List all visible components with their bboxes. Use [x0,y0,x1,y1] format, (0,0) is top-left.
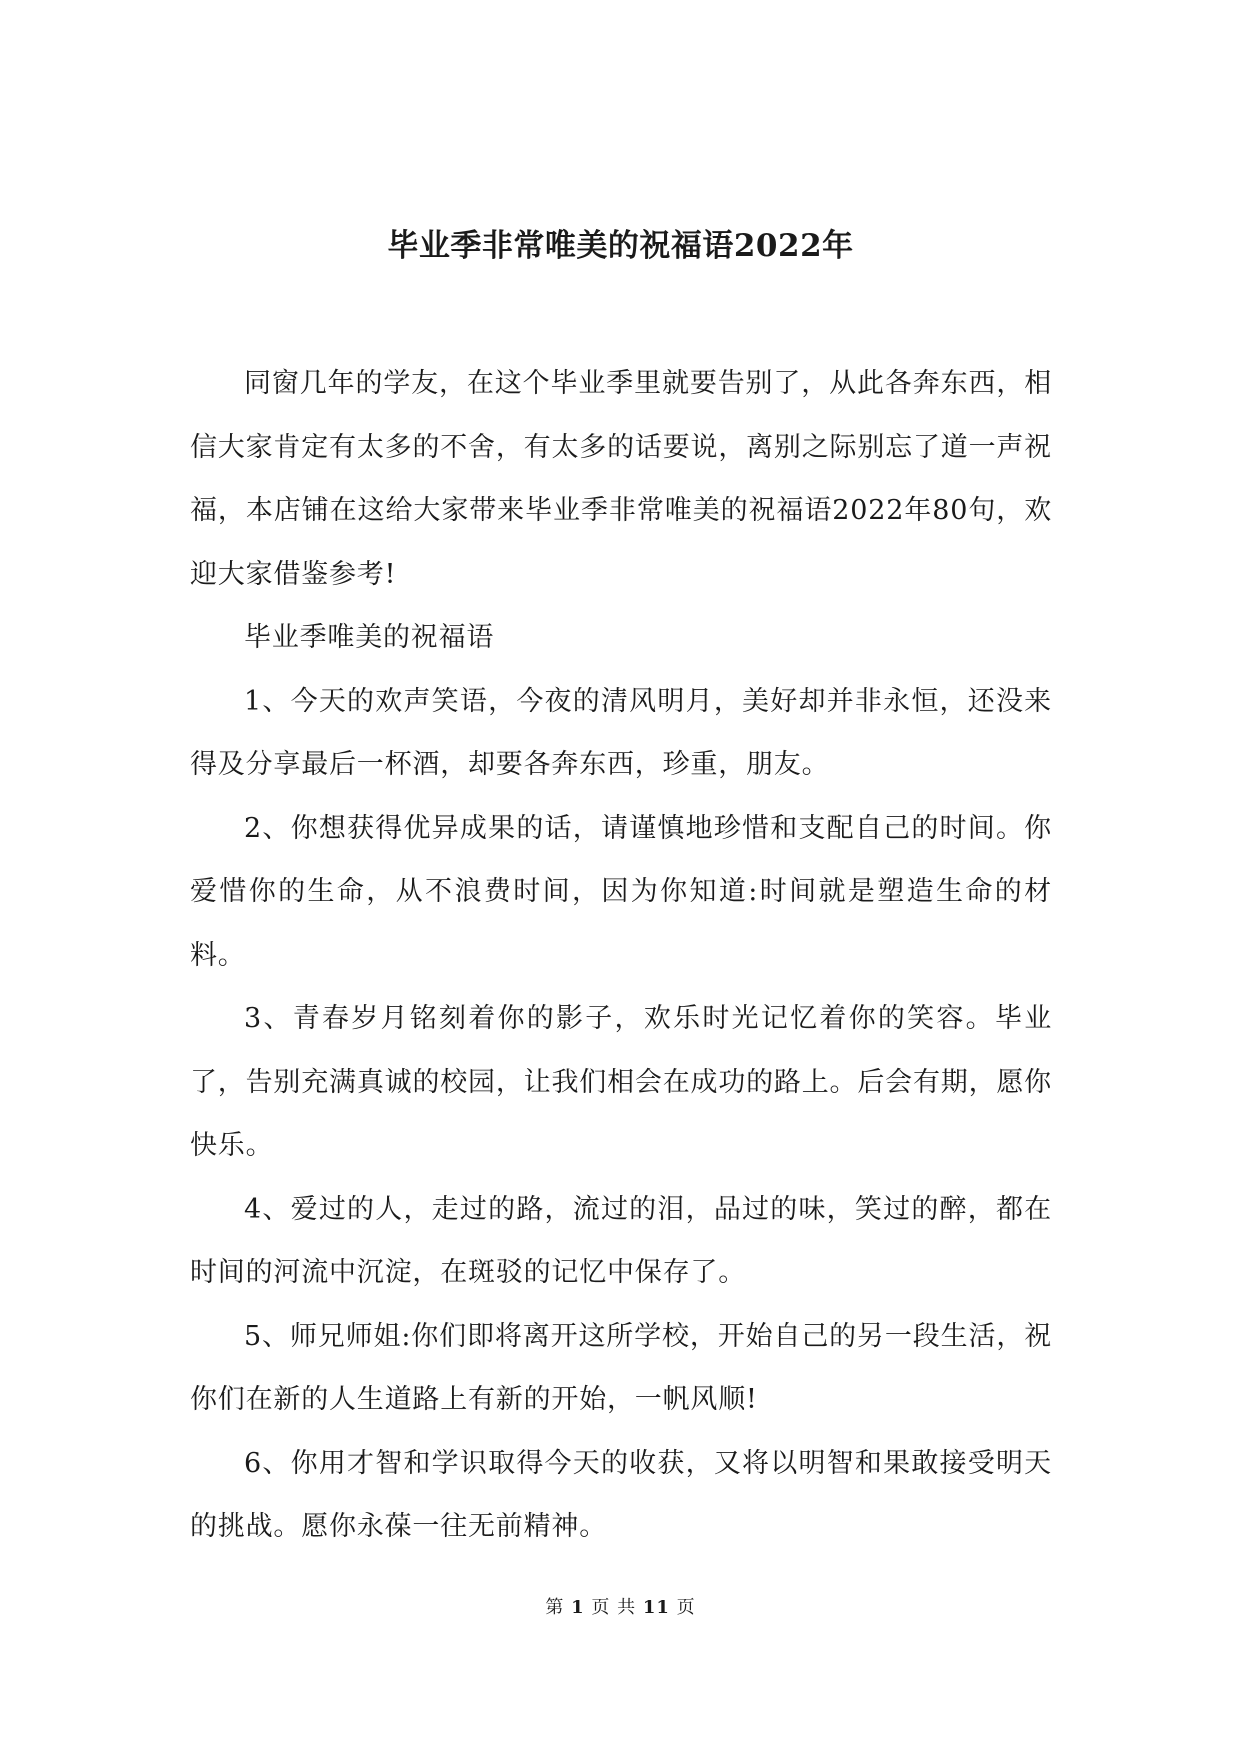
footer-middle: 页 共 [591,1597,637,1618]
list-item: 3、青春岁月铭刻着你的影子，欢乐时光记忆着你的笑容。毕业了，告别充满真诚的校园，让我们相会在成功的路上。后会有期，愿你快乐。 [190,1003,1052,1161]
document-body [190,352,1052,1559]
intro-paragraph: 同窗几年的学友，在这个毕业季里就要告别了，从此各奔东西，相信大家肯定有太多的不舍，有太多的话要说，离别之际别忘了道一声祝福，本店铺在这给大家带来毕业季非常唯美的祝福语2022年80句，欢迎大家借鉴参考! [190,368,1052,590]
page-footer [0,1596,1241,1620]
footer-prefix: 第 [545,1597,565,1618]
current-page-number: 1 [571,1597,585,1618]
list-item: 1、今天的欢声笑语，今夜的清风明月，美好却并非永恒，还没来得及分享最后一杯酒，却要各奔东西，珍重，朋友。 [190,685,1052,780]
footer-suffix: 页 [676,1597,696,1618]
total-pages-number: 11 [642,1597,670,1618]
list-item: 2、你想获得优异成果的话，请谨慎地珍惜和支配自己的时间。你爱惜你的生命，从不浪费时间，因为你知道:时间就是塑造生命的材料。 [190,812,1052,971]
list-item: 6、你用才智和学识取得今天的收获，又将以明智和果敢接受明天的挑战。愿你永葆一往无前精神。 [190,1447,1052,1542]
list-item: 5、师兄师姐:你们即将离开这所学校，开始自己的另一段生活，祝你们在新的人生道路上有新的开始，一帆风顺! [190,1320,1052,1415]
list-item: 4、爱过的人，走过的路，流过的泪，品过的味，笑过的醉，都在时间的河流中沉淀，在斑驳的记忆中保存了。 [190,1193,1052,1288]
section-heading: 毕业季唯美的祝福语 [244,622,495,653]
document-title: 毕业季非常唯美的祝福语2022年 [387,228,854,264]
